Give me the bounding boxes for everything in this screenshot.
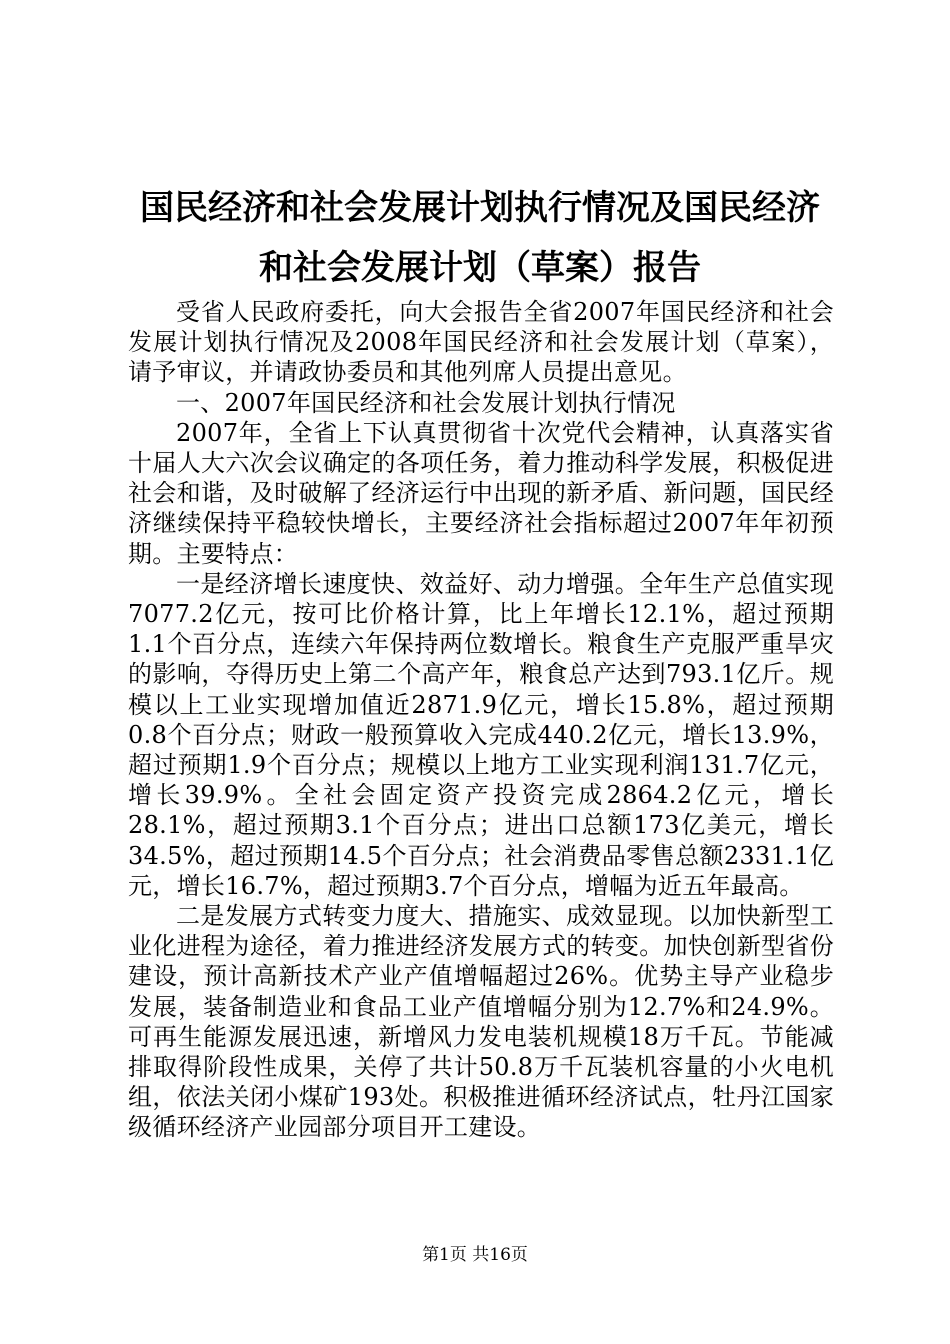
paragraph-overview: 2007年，全省上下认真贯彻省十次党代会精神，认真落实省十届人大六次会议确定的各项任务，着力推动科学发展，积极促进社会和谐，及时破解了经济运行中出现的新矛盾、新问题，国民经济继续保持平稳较快增长，主要经济社会指标超过2007年年初预期。主要特点： [128, 418, 834, 568]
section-heading: 一、2007年国民经济和社会发展计划执行情况 [176, 388, 676, 417]
paragraph-point-one: 一是经济增长速度快、效益好、动力增强。全年生产总值实现7077.2亿元，按可比价格计算，比上年增长12.1%，超过预期1.1个百分点，连续六年保持两位数增长。粮食生产克服严重旱灾的影响，夺得历史上第二个高产年，粮食总产达到793.1亿斤。规模以上工业实现增加值近2871.9亿元，增长15.8%，超过预期0.8个百分点；财政一般预算收入完成440.2亿元，增长13.9%，超过预期1.9个百分点；规模以上地方工业实现利润131.7亿元，增长39.9%。全社会固定资产投资完成2864.2亿元，增长28.1%，超过预期3.1个百分点；进出口总额173亿美元，增长34.5%，超过预期14.5个百分点；社会消费品零售总额2331.1亿元，增长16.7%，超过预期3.7个百分点，增幅为近五年最高。 [128, 569, 834, 900]
page-footer: 第1页 共16页 [422, 1245, 528, 1265]
document-title [110, 178, 850, 298]
document-body [128, 297, 834, 1143]
title-line-1: 国民经济和社会发展计划执行情况及国民经济 [140, 188, 820, 228]
paragraph-intro: 受省人民政府委托，向大会报告全省2007年国民经济和社会发展计划执行情况及2008年国民经济和社会发展计划（草案），请予审议，并请政协委员和其他列席人员提出意见。 [128, 298, 834, 387]
title-line-2: 和社会发展计划（草案）报告 [259, 248, 701, 288]
paragraph-point-two: 二是发展方式转变力度大、措施实、成效显现。以加快新型工业化进程为途径，着力推进经济发展方式的转变。加快创新型省份建设，预计高新技术产业产值增幅超过26%。优势主导产业稳步发展，装备制造业和食品工业产值增幅分别为12.7%和24.9%。可再生能源发展迅速，新增风力发电装机规模18万千瓦。节能减排取得阶段性成果，关停了共计50.8万千瓦装机容量的小火电机组，依法关闭小煤矿193处。积极推进循环经济试点，牡丹江国家级循环经济产业园部分项目开工建设。 [128, 902, 834, 1142]
